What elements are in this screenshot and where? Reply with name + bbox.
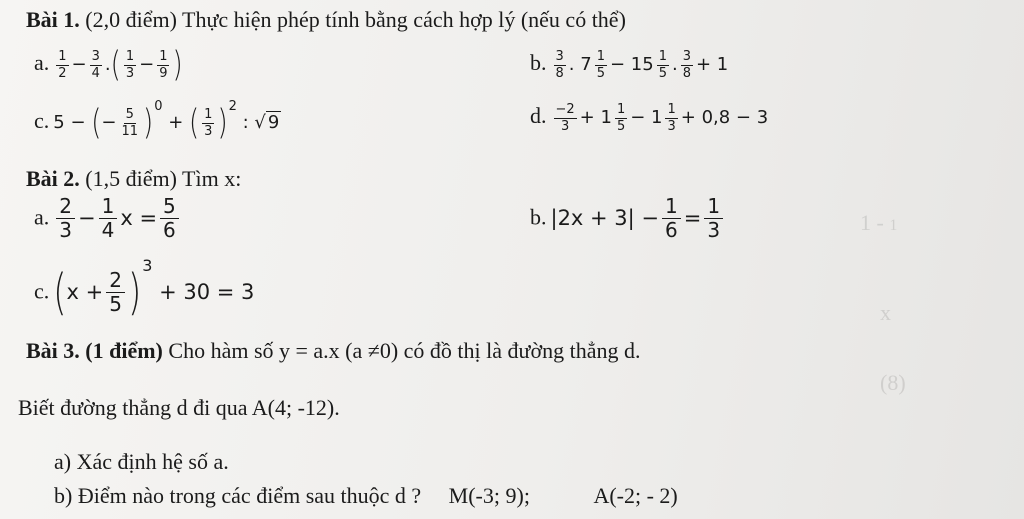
b2-heading: Bài 2. <box>26 166 80 191</box>
b3-desc: Cho hàm số y = a.x (a ≠0) có đồ thị là đường thẳng d. <box>162 338 641 363</box>
b1-item-a <box>34 44 183 86</box>
b1-heading: Bài 1. <box>26 7 80 32</box>
b2-c-expr: (x + $\frac{2}{5}$ )$^3$ + 30 = 3 <box>53 256 255 322</box>
b1-item-d <box>530 103 768 133</box>
b1-d-expr: $\frac{-2}{3}$ + 1 $\frac{1}{5}$ − 1 $\frac{1}{3}$ + 0,8 − 3 <box>555 102 769 134</box>
b3-points: (1 điểm) <box>79 338 163 363</box>
bleed-through-marks-3: (8) <box>880 370 906 395</box>
b2-b-label: b. <box>530 204 547 230</box>
b2-c-label: c. <box>34 278 50 304</box>
b2-a-expr: $\frac{2}{3}$ − $\frac{1}{4}$ x = $\frac{5}{6}$ <box>53 206 182 230</box>
b3-heading: Bài 3. <box>26 338 80 363</box>
b1-b-label: b. <box>530 50 547 76</box>
b1-desc: (2,0 điểm) Thực hiện phép tính bằng cách hợp lý (nếu có thể) <box>79 7 626 32</box>
b1-b-expr: $\frac{3}{8}$ . 7 $\frac{1}{5}$ − 15 $\frac{1}{5}$ . $\frac{3}{8}$ + 1 <box>555 49 729 81</box>
b2-title <box>26 168 241 190</box>
b3-qb-text: b) Điểm nào trong các điểm sau thuộc d ? <box>54 483 422 508</box>
b3-question-a: a) Xác định hệ số a. <box>54 449 229 474</box>
b2-desc: (1,5 điểm) Tìm x: <box>79 166 242 191</box>
b1-a-label: a. <box>34 50 50 76</box>
b1-d-label: d. <box>530 103 547 129</box>
b1-c-label: c. <box>34 108 50 134</box>
b2-item-a <box>34 196 182 241</box>
b2-b-expr: |2x + 3| − $\frac{1}{6}$ = $\frac{1}{3}$ <box>551 206 727 230</box>
b1-c-expr: 5 − (− $\frac{5}{11}$ )$^0$ + ( $\frac{1}{3}$ )$^2$ : √ 9 <box>53 99 280 144</box>
b2-item-c <box>34 256 255 322</box>
b1-item-c <box>34 99 281 144</box>
bleed-through-marks-2: x <box>880 300 891 325</box>
b3-point-m: M(-3; 9); <box>448 483 530 508</box>
b3-point-a: A(-2; - 2) <box>593 483 678 508</box>
bleed-through-marks: 1 ‑ 1 <box>860 210 898 235</box>
b1-title <box>26 9 626 31</box>
b3-question-b <box>54 485 678 507</box>
b2-a-label: a. <box>34 204 50 230</box>
b3-line2: Biết đường thẳng d đi qua A(4; -12). <box>18 395 340 420</box>
b1-item-b <box>530 50 728 80</box>
b1-a-expr: $\frac{1}{2}$ − $\frac{3}{4}$ .( $\frac{1}{3}$ − $\frac{1}{9}$ ) <box>58 44 183 86</box>
b2-item-b <box>530 196 726 241</box>
b3-title <box>26 340 640 362</box>
